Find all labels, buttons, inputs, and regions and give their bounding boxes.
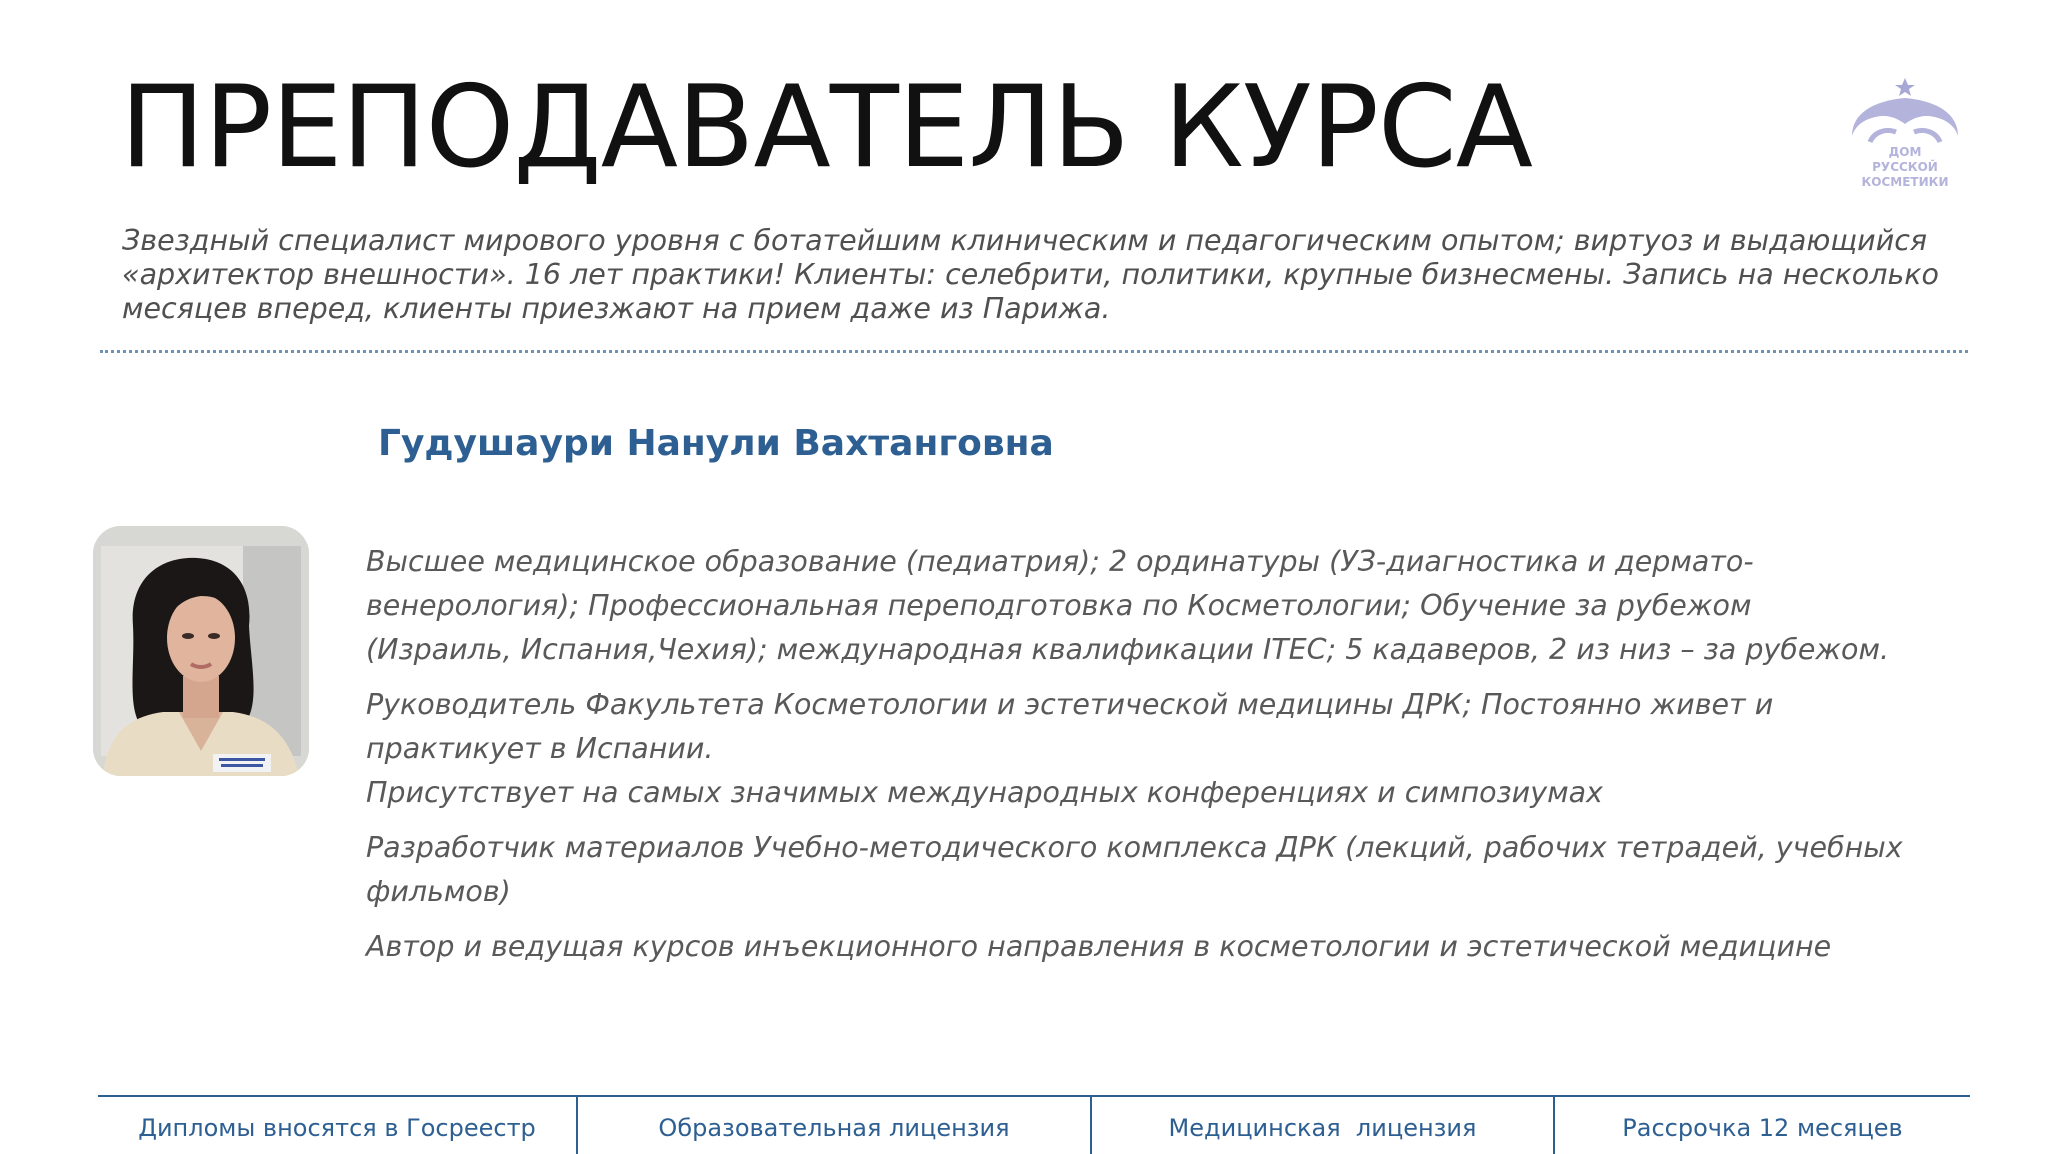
- logo-line-3: КОСМЕТИКИ: [1861, 175, 1949, 189]
- intro-text: Звездный специалист мирового уровня с ботатейшим клиническим и педагогическим опытом; виртуоз и выдающийся «архитектор внешности». 16 лет практики! Клиенты: селебрити, политики, крупные бизнесмены. Запись на несколько месяцев вперед, клиенты приезжают на прием даже из Парижа.: [122, 224, 1939, 325]
- dome-logo-icon: [1840, 76, 1970, 196]
- logo-line-1: ДОМ: [1888, 145, 1922, 159]
- footer-item-education-license: Образовательная лицензия: [576, 1097, 1090, 1154]
- footer-bar: [98, 1095, 1970, 1154]
- teacher-photo: [93, 526, 309, 776]
- bio-paragraph: Высшее медицинское образование (педиатрия); 2 ординатуры (УЗ-диагностика и дермато-венерология); Профессиональная переподготовка по Косметологии; Обучение за рубежом (Израиль, Испания,Чехия); международная квалификации ITEC; 5 кадаверов, 2 из низ – за рубежом.: [366, 545, 1890, 666]
- page-title: ПРЕПОДАВАТЕЛЬ КУРСА: [120, 61, 1533, 193]
- bio-paragraph: Автор и ведущая курсов инъекционного направления в косметологии и эстетической медицине: [366, 930, 1832, 963]
- footer-item-installments: Рассрочка 12 месяцев: [1553, 1097, 1970, 1154]
- logo-line-2: РУССКОЙ: [1872, 160, 1938, 174]
- section-divider: [100, 350, 1968, 353]
- teacher-bio: [366, 540, 1906, 980]
- teacher-name: Гудушаури Нанули Вахтанговна: [378, 423, 1054, 464]
- footer-item-diplomas: Дипломы вносятся в Госреестр: [138, 1113, 536, 1142]
- bio-paragraph: Разработчик материалов Учебно-методического комплекса ДРК (лекций, рабочих тетрадей, учебных фильмов): [366, 831, 1903, 908]
- bio-paragraph: Руководитель Факультета Косметологии и эстетической медицины ДРК; Постоянно живет и практикует в Испании.: [366, 688, 1774, 765]
- footer-item-medical-license: Медицинская лицензия: [1090, 1097, 1553, 1154]
- bio-paragraph: Присутствует на самых значимых международных конференциях и симпозиумах: [366, 776, 1603, 809]
